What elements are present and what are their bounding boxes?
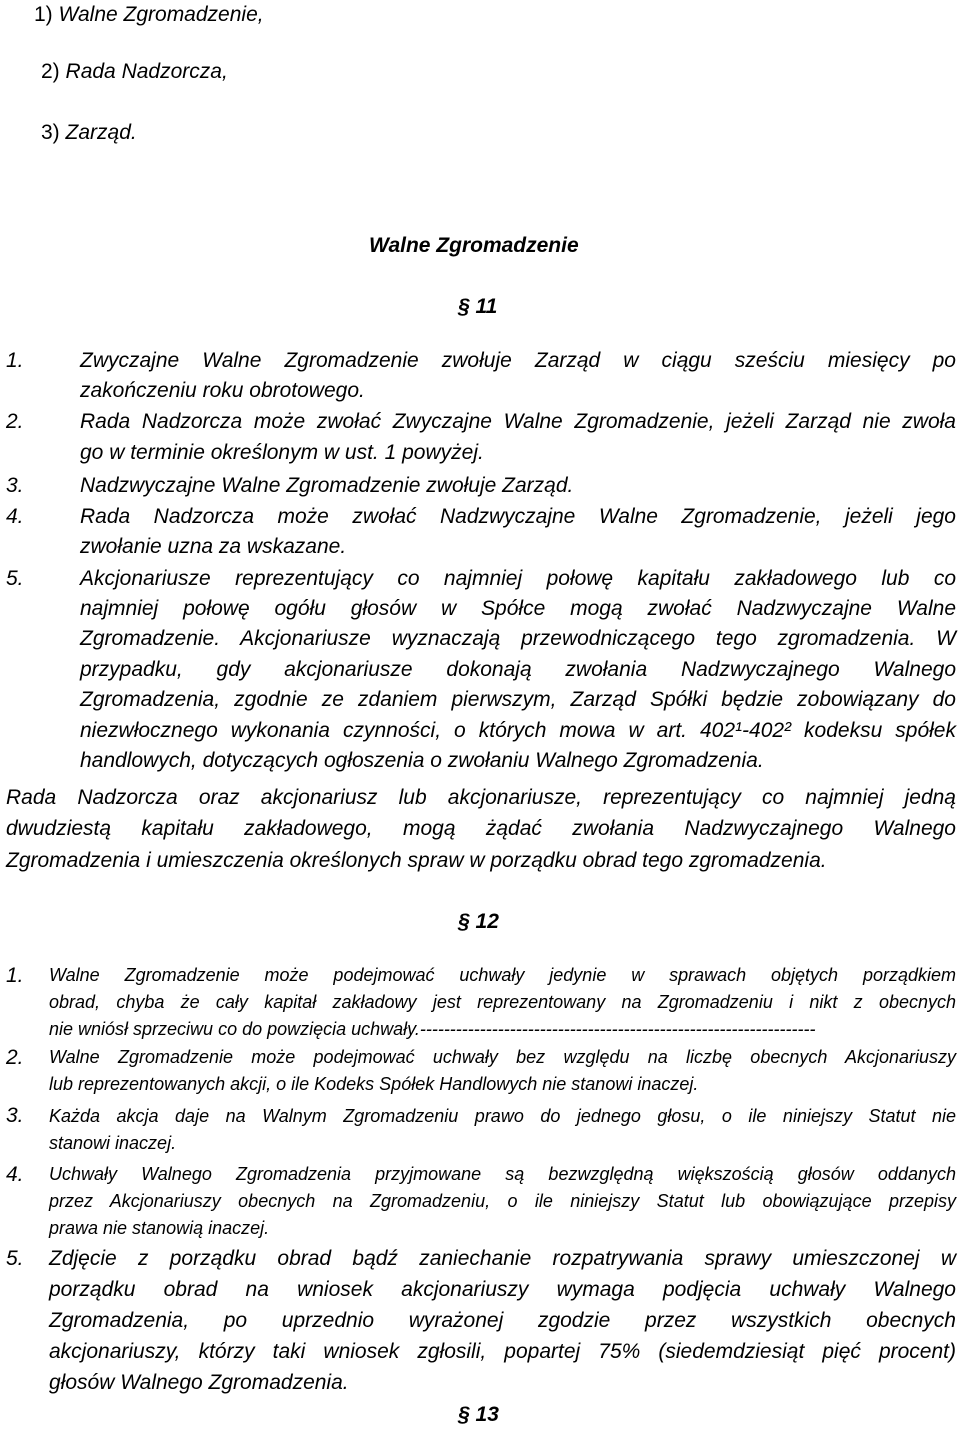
item-line: Walne Zgromadzenie może podejmować uchwały jedynie w sprawach objętych porządkiem xyxy=(49,965,956,985)
item-line: Zgromadzenia, zgodnie ze zdaniem pierwszym, Zarząd Spółki będzie zobowiązany do xyxy=(80,688,956,711)
intro-item-text: Rada Nadzorcza, xyxy=(65,60,228,83)
item-line: Zgromadzenie. Akcjonariusze wyznaczają przewodniczącego tego zgromadzenia. W xyxy=(80,627,956,650)
item-line: handlowych, dotyczących ogłoszenia o zwołaniu Walnego Zgromadzenia. xyxy=(80,749,764,772)
paragraph-line: Rada Nadzorcza oraz akcjonariusz lub akcjonariusze, reprezentujący co najmniej jedną xyxy=(6,786,956,809)
item-line: Każda akcja daje na Walnym Zgromadzeniu prawo do jednego głosu, o ile niniejszy Statut nie xyxy=(49,1106,956,1126)
item-line: Rada Nadzorcza może zwołać Zwyczajne Walne Zgromadzenie, jeżeli Zarząd nie zwoła xyxy=(80,410,956,433)
item-line: zakończeniu roku obrotowego. xyxy=(80,379,365,402)
item-line: lub reprezentowanych akcji, o ile Kodeks Spółek Handlowych nie stanowi inaczej. xyxy=(49,1074,699,1094)
item-line: nie wniósł sprzeciwu co do powzięcia uchwały.------------------------------------------------------------------ xyxy=(49,1019,816,1039)
item-number: 3. xyxy=(6,474,24,497)
item-line: go w terminie określonym w ust. 1 powyżej. xyxy=(80,441,484,464)
intro-item-1 xyxy=(34,0,264,30)
item-number: 5. xyxy=(6,1247,24,1270)
item-number: 5. xyxy=(6,567,24,590)
item-line: Walne Zgromadzenie może podejmować uchwały bez względu na liczbę obecnych Akcjonariuszy xyxy=(49,1047,956,1067)
paragraph-line: dwudziestą kapitału zakładowego, mogą żądać zwołania Nadzwyczajnego Walnego xyxy=(6,817,956,840)
paragraph-line: Zgromadzenia i umieszczenia określonych spraw w porządku obrad tego zgromadzenia. xyxy=(6,849,827,872)
paragraph-11-heading: § 11 xyxy=(458,295,498,318)
intro-item-number: 1) xyxy=(34,3,53,26)
section-title: Walne Zgromadzenie xyxy=(369,234,579,257)
item-line: Nadzwyczajne Walne Zgromadzenie zwołuje Zarząd. xyxy=(80,474,574,497)
item-number: 1. xyxy=(6,964,24,987)
item-number: 4. xyxy=(6,1163,24,1186)
item-line: przypadku, gdy akcjonariusze dokonają zwołania Nadzwyczajnego Walnego xyxy=(80,658,956,681)
paragraph-13-heading: § 13 xyxy=(458,1403,499,1426)
paragraph-12-heading: § 12 xyxy=(458,910,499,933)
item-number: 4. xyxy=(6,505,24,528)
item-line: Zwyczajne Walne Zgromadzenie zwołuje Zarząd w ciągu sześciu miesięcy po xyxy=(80,349,956,372)
item-line: zwołanie uzna za wskazane. xyxy=(80,535,347,558)
item-line: niezwłocznego wykonania czynności, o których mowa w art. 402¹-402² kodeksu spółek xyxy=(80,719,956,742)
item-line: obrad, chyba że cały kapitał zakładowy jest reprezentowany na Zgromadzeniu i nikt z obecnych xyxy=(49,992,956,1012)
intro-item-number: 2) xyxy=(41,60,60,83)
item-number: 1. xyxy=(6,349,24,372)
intro-item-number: 3) xyxy=(41,121,60,144)
item-number: 3. xyxy=(6,1104,24,1127)
item-line: przez Akcjonariuszy obecnych na Zgromadzeniu, o ile niniejszy Statut lub obowiązujące przepisy xyxy=(49,1191,956,1211)
item-number: 2. xyxy=(6,410,24,433)
item-line: Zgromadzenia, po uprzednio wyrażonej zgodzie przez wszystkich obecnych xyxy=(49,1309,956,1332)
intro-item-text: Walne Zgromadzenie, xyxy=(58,3,264,26)
item-number: 2. xyxy=(6,1046,24,1069)
item-line: Uchwały Walnego Zgromadzenia przyjmowane są bezwzględną większością głosów oddanych xyxy=(49,1164,956,1184)
intro-item-2 xyxy=(41,57,228,87)
item-line: akcjonariuszy, którzy taki wniosek zgłosili, popartej 75% (siedemdziesiąt pięć procent) xyxy=(49,1340,956,1363)
item-line: Akcjonariusze reprezentujący co najmniej połowę kapitału zakładowego lub co xyxy=(80,567,956,590)
intro-item-text: Zarząd. xyxy=(65,121,137,144)
item-line: porządku obrad na wniosek akcjonariuszy wymaga podjęcia uchwały Walnego xyxy=(49,1278,956,1301)
item-line: Zdjęcie z porządku obrad bądź zaniechanie rozpatrywania sprawy umieszczonej w xyxy=(49,1247,956,1270)
intro-item-3 xyxy=(41,118,137,148)
item-line: Rada Nadzorcza może zwołać Nadzwyczajne Walne Zgromadzenie, jeżeli jego xyxy=(80,505,956,528)
item-line: najmniej połowę ogółu głosów w Spółce mogą zwołać Nadzwyczajne Walne xyxy=(80,597,956,620)
item-line: głosów Walnego Zgromadzenia. xyxy=(49,1371,349,1394)
item-line: prawa nie stanowią inaczej. xyxy=(49,1218,270,1238)
item-line: stanowi inaczej. xyxy=(49,1133,177,1153)
